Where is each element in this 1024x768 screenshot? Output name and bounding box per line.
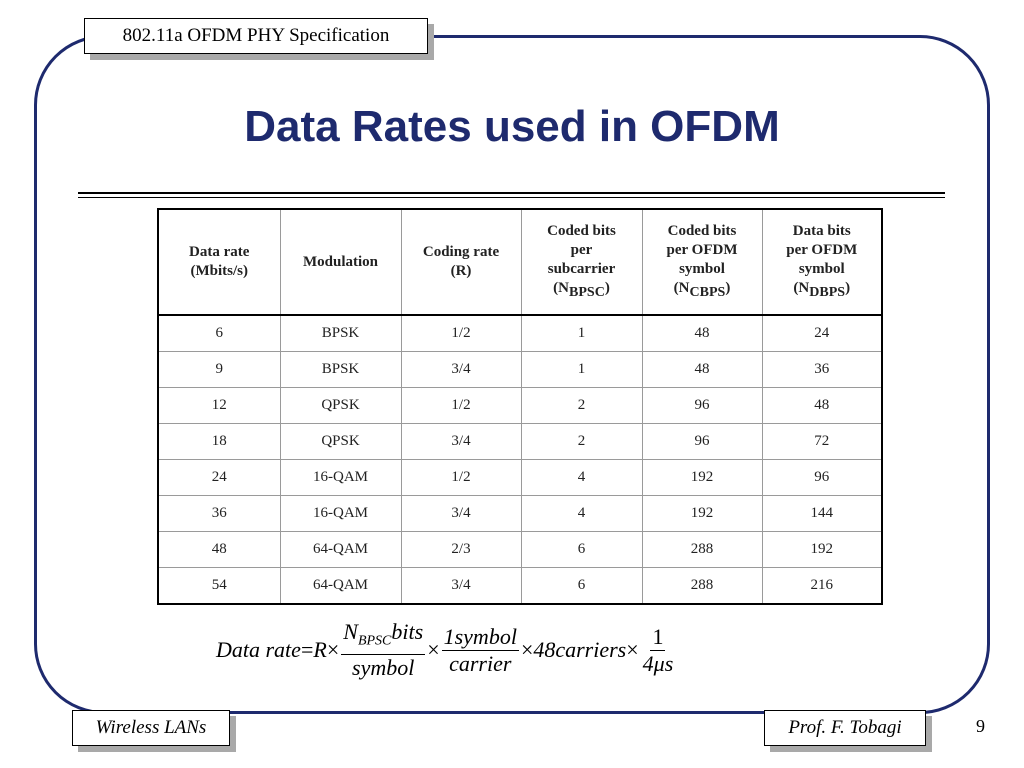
table-cell: 96 <box>762 460 881 496</box>
table-cell: 96 <box>642 388 762 424</box>
table-cell: 9 <box>159 352 280 388</box>
table-cell: 72 <box>762 424 881 460</box>
table-cell: 2 <box>521 388 642 424</box>
table-header-row <box>159 210 881 315</box>
footer-right-tag: Prof. F. Tobagi <box>764 710 926 746</box>
fraction-1-symbol: N <box>343 618 358 644</box>
table-cell: 6 <box>521 568 642 604</box>
table-cell: 24 <box>159 460 280 496</box>
column-header-line: per <box>570 242 593 258</box>
table-cell: 1/2 <box>401 315 521 352</box>
table-cell: 144 <box>762 496 881 532</box>
table-cell: 6 <box>159 315 280 352</box>
column-header <box>521 210 642 315</box>
table-cell: 64-QAM <box>280 532 401 568</box>
formula-times-4: × <box>626 637 639 662</box>
table-cell: 2 <box>521 424 642 460</box>
table-cell: 18 <box>159 424 280 460</box>
title-rule-bottom <box>78 197 945 198</box>
column-header-line: Data bits <box>792 223 851 239</box>
table-cell: 16-QAM <box>280 460 401 496</box>
fraction-3-denominator: 4μs <box>642 650 674 676</box>
table-cell: 4 <box>521 460 642 496</box>
column-header-line: per OFDM <box>786 242 858 258</box>
table-cell: 48 <box>642 352 762 388</box>
table-cell: 1 <box>521 352 642 388</box>
data-rate-formula <box>216 620 677 680</box>
column-header-line: Data rate <box>189 244 250 260</box>
fraction-1-numerator <box>341 619 425 655</box>
table-cell: 48 <box>762 388 881 424</box>
title-rule-top <box>78 192 945 194</box>
table-cell: 288 <box>642 568 762 604</box>
formula-times-1: × <box>326 637 340 662</box>
table-cell: 54 <box>159 568 280 604</box>
slide-title: Data Rates used in OFDM <box>244 102 780 151</box>
formula-times-2: × <box>427 637 440 662</box>
column-header-symbol: $(N_{BPSC})$ <box>553 280 610 300</box>
formula-fraction-2 <box>442 624 519 677</box>
fraction-3-numerator: 1 <box>652 623 664 649</box>
table-cell: 1/2 <box>401 460 521 496</box>
table-cell: 1/2 <box>401 388 521 424</box>
table-cell: 288 <box>642 532 762 568</box>
table-cell: 2/3 <box>401 532 521 568</box>
formula-times-3: × <box>520 637 534 662</box>
table-cell: 48 <box>642 315 762 352</box>
column-header <box>159 210 280 315</box>
data-rate-table <box>157 208 883 605</box>
table-body <box>159 315 881 603</box>
table-row <box>159 568 881 604</box>
table-cell: 192 <box>642 460 762 496</box>
column-header-line: (Mbits/s) <box>190 263 248 279</box>
column-header-line: (R) <box>450 263 472 279</box>
column-header-line: symbol <box>679 261 725 277</box>
column-header-line: per OFDM <box>666 242 738 258</box>
formula-fraction-1 <box>341 619 425 681</box>
table-cell: 96 <box>642 424 762 460</box>
header-tag: 802.11a OFDM PHY Specification <box>84 18 428 54</box>
table-row <box>159 496 881 532</box>
table-cell: 12 <box>159 388 280 424</box>
column-header-line: Coded bits <box>667 223 737 239</box>
table-cell: QPSK <box>280 424 401 460</box>
table-cell: 16-QAM <box>280 496 401 532</box>
page-number: 9 <box>976 716 985 736</box>
table-row <box>159 352 881 388</box>
table-cell: BPSK <box>280 315 401 352</box>
table-cell: 4 <box>521 496 642 532</box>
table-cell: 64-QAM <box>280 568 401 604</box>
formula-r: R <box>313 637 327 662</box>
table-cell: 48 <box>159 532 280 568</box>
formula-carriers: 48carriers <box>533 637 627 662</box>
column-header-symbol: $(N_{CBPS})$ <box>673 280 731 300</box>
table-cell: 1 <box>521 315 642 352</box>
column-header-symbol: $(N_{DBPS})$ <box>793 280 851 300</box>
fraction-2-numerator: 1symbol <box>443 623 517 649</box>
table-cell: 192 <box>642 496 762 532</box>
column-header-line: subcarrier <box>547 261 616 277</box>
table-cell: 3/4 <box>401 496 521 532</box>
column-header <box>280 210 401 315</box>
table-row <box>159 388 881 424</box>
table-cell: 192 <box>762 532 881 568</box>
table-cell: 24 <box>762 315 881 352</box>
formula-lhs: Data rate <box>216 637 301 662</box>
table-cell: QPSK <box>280 388 401 424</box>
table-row <box>159 460 881 496</box>
table-cell: 36 <box>159 496 280 532</box>
table-cell: 3/4 <box>401 352 521 388</box>
table-cell: 6 <box>521 532 642 568</box>
formula-fraction-3 <box>641 624 676 677</box>
column-header-line: symbol <box>798 261 845 277</box>
column-header <box>401 210 521 315</box>
table-cell: 3/4 <box>401 424 521 460</box>
fraction-1-unit: bits <box>391 618 424 644</box>
fraction-2-denominator: carrier <box>449 650 512 676</box>
footer-left-tag: Wireless LANs <box>72 710 230 746</box>
column-header <box>642 210 762 315</box>
table-row <box>159 315 881 352</box>
table-cell: 216 <box>810 577 833 593</box>
column-header-line: Coded bits <box>547 223 616 239</box>
fraction-1-denominator: symbol <box>352 655 415 681</box>
fraction-1-subscript: BPSC <box>357 633 392 649</box>
table-cell: 3/4 <box>401 568 521 604</box>
table-row <box>159 424 881 460</box>
table-cell: BPSK <box>280 352 401 388</box>
column-header-line: Coding rate <box>422 244 500 260</box>
table-cell: 36 <box>762 352 881 388</box>
formula-equals: = <box>300 637 314 662</box>
column-header-line: Modulation <box>302 253 378 270</box>
table-row <box>159 532 881 568</box>
column-header <box>762 210 881 315</box>
